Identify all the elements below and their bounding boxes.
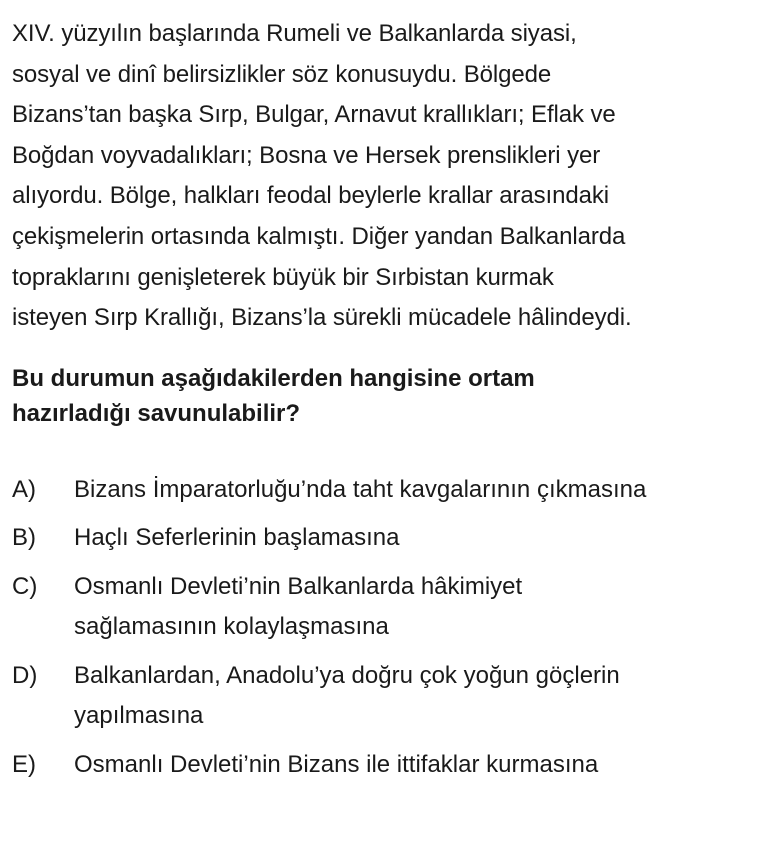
- option-text-line: Osmanlı Devleti’nin Balkanlarda hâkimiyet: [74, 572, 523, 600]
- passage-line: sosyal ve dinî belirsizlikler söz konusuydu. Bölgede: [12, 60, 552, 88]
- option-letter: D): [12, 661, 38, 689]
- option-text: [74, 470, 772, 511]
- option-text-line: yapılmasına: [74, 702, 204, 730]
- option-text: [74, 656, 772, 737]
- option-text-line: Haçlı Seferlerinin başlamasına: [74, 524, 400, 552]
- option-c[interactable]: [12, 567, 772, 648]
- passage-text: [12, 0, 772, 339]
- question-line: hazırladığı savunulabilir?: [12, 399, 301, 427]
- option-text: [74, 518, 772, 559]
- option-text-line: Osmanlı Devleti’nin Bizans ile ittifaklar kurmasına: [74, 750, 599, 778]
- option-letter: B): [12, 524, 36, 552]
- question-stem: [12, 361, 772, 431]
- option-text-line: Balkanlardan, Anadolu’ya doğru çok yoğun göçlerin: [74, 661, 620, 689]
- question-page: [12, 0, 772, 793]
- option-letter: C): [12, 572, 38, 600]
- option-e[interactable]: [12, 745, 772, 786]
- option-text-line: Bizans İmparatorluğu’nda taht kavgalarının çıkmasına: [74, 475, 647, 503]
- passage-line: çekişmelerin ortasında kalmıştı. Diğer yandan Balkanlarda: [12, 222, 626, 250]
- passage-line: Boğdan voyvadalıkları; Bosna ve Hersek prenslikleri yer: [12, 141, 601, 169]
- answer-options: [12, 470, 772, 786]
- passage-line: topraklarını genişleterek büyük bir Sırbistan kurmak: [12, 263, 554, 291]
- option-text: [74, 567, 772, 648]
- option-letter: A): [12, 475, 36, 503]
- passage-line: alıyordu. Bölge, halkları feodal beylerle krallar arasındaki: [12, 182, 609, 210]
- option-b[interactable]: [12, 518, 772, 559]
- option-d[interactable]: [12, 656, 772, 737]
- option-a[interactable]: [12, 470, 772, 511]
- option-text: [74, 745, 772, 786]
- passage-line: Bizans’tan başka Sırp, Bulgar, Arnavut krallıkları; Eflak ve: [12, 101, 616, 129]
- option-letter: E): [12, 750, 36, 778]
- question-line: Bu durumun aşağıdakilerden hangisine ortam: [12, 364, 535, 392]
- option-text-line: sağlamasının kolaylaşmasına: [74, 613, 389, 641]
- passage-line: isteyen Sırp Krallığı, Bizans’la sürekli mücadele hâlindeydi.: [12, 304, 632, 332]
- passage-line: XIV. yüzyılın başlarında Rumeli ve Balkanlarda siyasi,: [12, 20, 577, 47]
